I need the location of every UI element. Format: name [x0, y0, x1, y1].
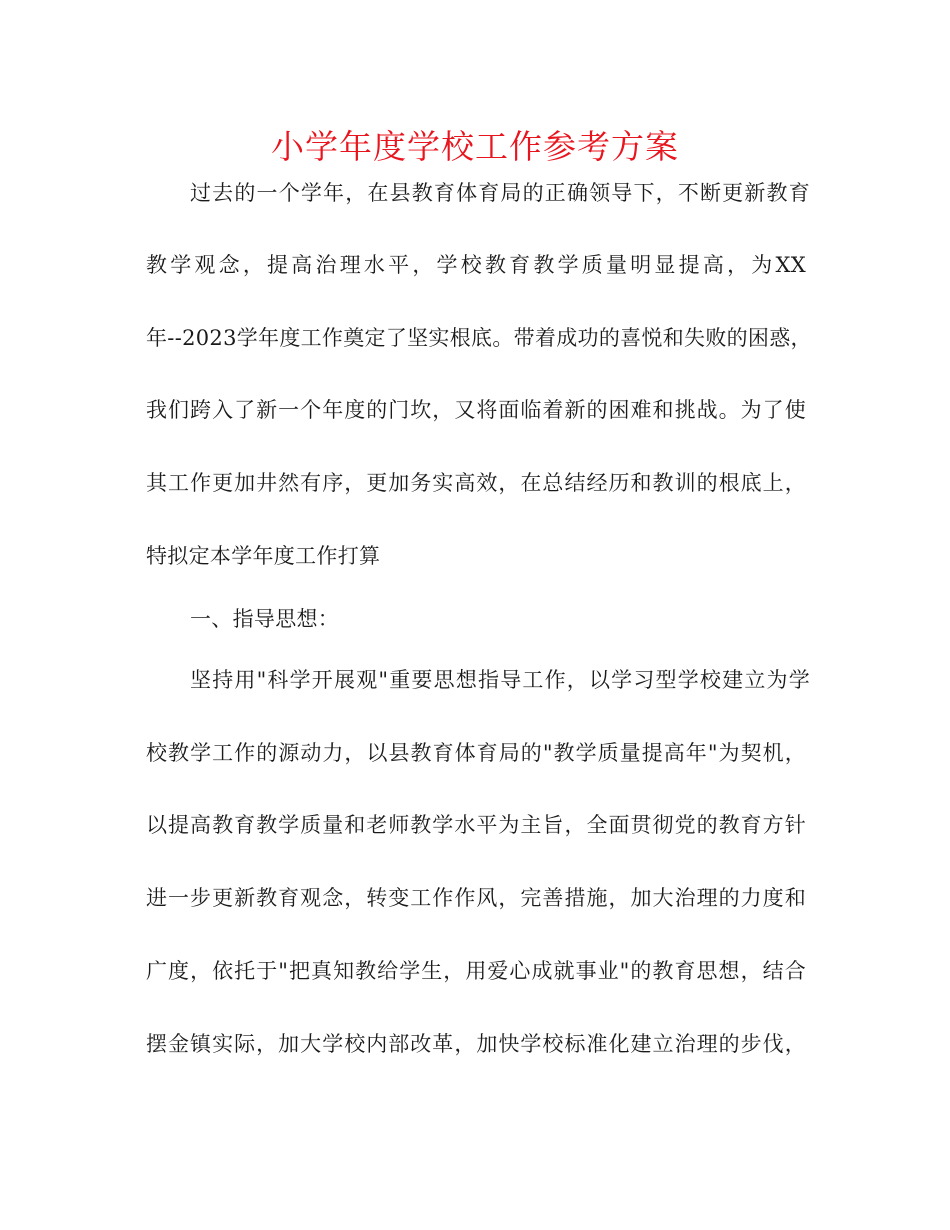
paragraph-line: 教学观念，提高治理水平，学校教育教学质量明显提高，为XX [146, 253, 806, 277]
paragraph-line: 其工作更加井然有序，更加务实高效，在总结经历和教训的根底上， [146, 471, 806, 495]
paragraph-line: 广度，依托于"把真知教给学生，用爱心成就事业"的教育思想，结合 [146, 959, 806, 983]
paragraph-line: 进一步更新教育观念，转变工作作风，完善措施，加大治理的力度和 [146, 886, 806, 910]
paragraph-line: 我们跨入了新一个年度的门坎，又将面临着新的困难和挑战。为了使 [146, 398, 806, 422]
paragraph-line: 坚持用"科学开展观"重要思想指导工作，以学习型学校建立为学 [190, 668, 810, 692]
paragraph-line: 校教学工作的源动力，以县教育体育局的"教学质量提高年"为契机， [146, 741, 806, 765]
paragraph-line: 摆金镇实际，加大学校内部改革，加快学校标准化建立治理的步伐， [146, 1032, 806, 1056]
paragraph-line: 过去的一个学年，在县教育体育局的正确领导下，不断更新教育 [190, 181, 810, 205]
section-heading: 一、指导思想： [190, 607, 340, 631]
paragraph-line: 年--2023学年度工作奠定了坚实根底。带着成功的喜悦和失败的困惑， [146, 326, 812, 350]
paragraph-line: 以提高教育教学质量和老师教学水平为主旨，全面贯彻党的教育方针 [146, 813, 806, 837]
document-title: 小学年度学校工作参考方案 [271, 127, 679, 166]
paragraph-line: 特拟定本学年度工作打算 [146, 544, 381, 568]
